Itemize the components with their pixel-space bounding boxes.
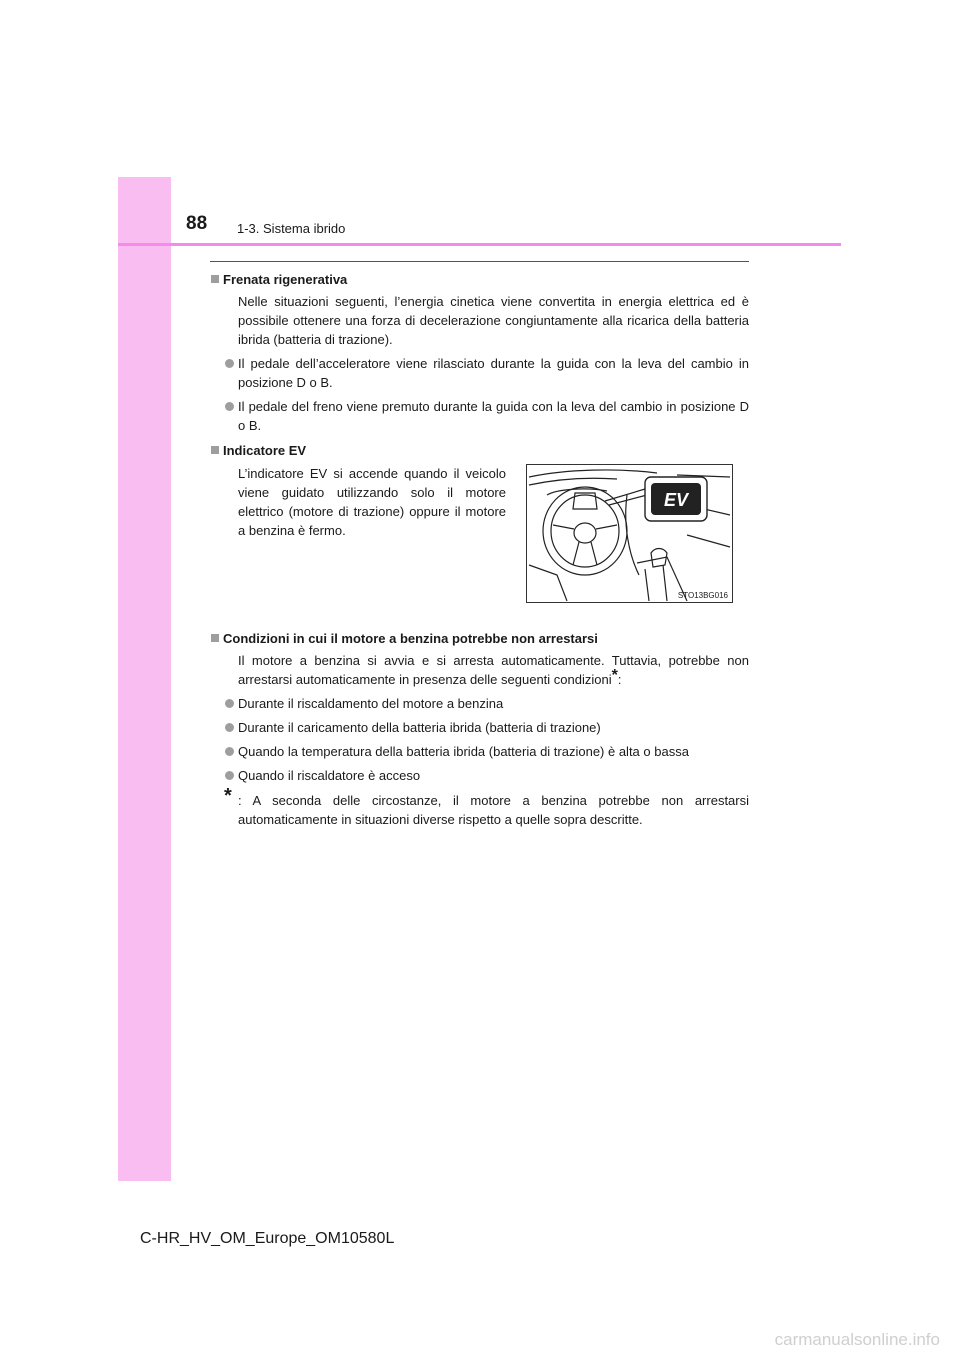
- round-bullet-icon: [225, 771, 234, 780]
- heading-regenerative-braking: Frenata rigenerativa: [210, 270, 749, 289]
- ev-indicator-block: [210, 461, 749, 623]
- conditions-body: Il motore a benzina si avvia e si arresta automaticamente. Tuttavia, potrebbe non arrestarsi automaticamente in presenza delle seguenti condizioni*:: [238, 653, 749, 687]
- square-bullet-icon: [211, 634, 219, 642]
- round-bullet-icon: [225, 723, 234, 732]
- footnote-star: *: [224, 785, 232, 807]
- ev-body: L’indicatore EV si accende quando il veicolo viene guidato utilizzando solo il motore elettrico (motore di trazione) oppure il motore a benzina è fermo.: [238, 466, 506, 538]
- heading-engine-conditions: Condizioni in cui il motore a benzina potrebbe non arrestarsi: [210, 629, 749, 648]
- watermark: carmanualsonline.info: [774, 1330, 940, 1349]
- round-bullet-icon: [225, 359, 234, 368]
- page-number: 88: [186, 213, 208, 234]
- heading-ev-indicator: Indicatore EV: [210, 441, 749, 460]
- document-id: C-HR_HV_OM_Europe_OM10580L: [140, 1230, 395, 1247]
- footnote: * : A seconda delle circostanze, il motore a benzina potrebbe non arrestarsi automaticamente in situazioni diverse rispetto a quelle sopra descritte.: [224, 785, 749, 827]
- list-item: Durante il caricamento della batteria ibrida (batteria di trazione): [238, 718, 749, 737]
- page-content: [210, 264, 749, 829]
- list-item: Il pedale dell’acceleratore viene rilasciato durante la guida con la leva del cambio in posizione D o B.: [238, 354, 749, 392]
- footnote-mark: *: [611, 667, 618, 684]
- regen-body: Nelle situazioni seguenti, l’energia cinetica viene convertita in energia elettrica ed è possibile ottenere una forza di decelerazione congiuntamente alla ricarica della batteria ibrida (batteria di trazione).: [238, 294, 749, 347]
- header-rule: [118, 243, 841, 246]
- list-item: Durante il riscaldamento del motore a benzina: [238, 694, 749, 713]
- round-bullet-icon: [225, 747, 234, 756]
- sidebar-tab: [118, 177, 171, 1181]
- list-item: Il pedale del freno viene premuto durante la guida con la leva del cambio in posizione D o B.: [238, 397, 749, 435]
- list-item: Quando la temperatura della batteria ibrida (batteria di trazione) è alta o bassa: [238, 742, 749, 761]
- round-bullet-icon: [225, 699, 234, 708]
- section-title: 1-3. Sistema ibrido: [237, 221, 346, 236]
- figure-code: STO13BG016: [677, 591, 728, 600]
- dashboard-steering-wheel-icon: [527, 465, 732, 602]
- ev-label-icon: EV: [663, 490, 689, 510]
- square-bullet-icon: [211, 275, 219, 283]
- ev-dashboard-illustration: [526, 464, 733, 603]
- content-divider: [210, 261, 749, 262]
- round-bullet-icon: [225, 402, 234, 411]
- list-item: Quando il riscaldatore è acceso: [238, 766, 749, 785]
- square-bullet-icon: [211, 446, 219, 454]
